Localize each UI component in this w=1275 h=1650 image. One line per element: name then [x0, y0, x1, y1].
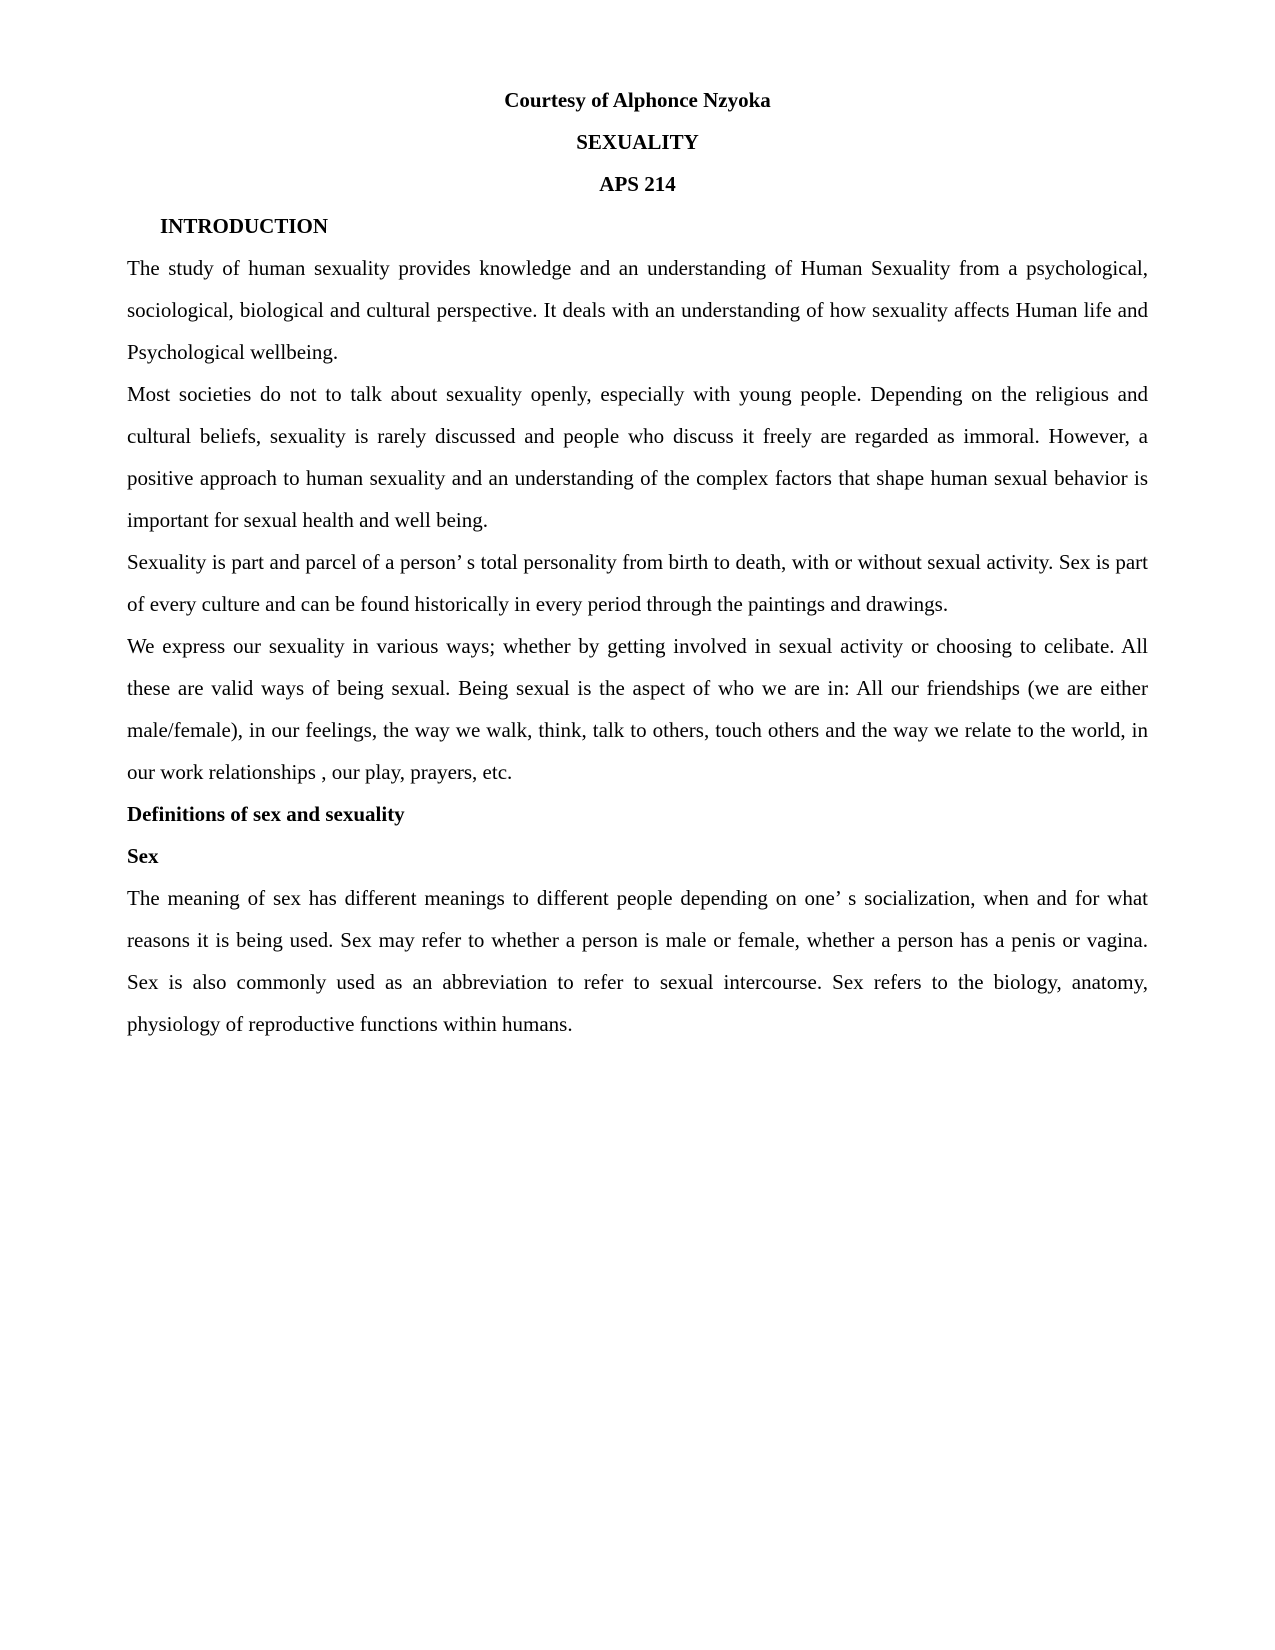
sex-subheading: Sex [127, 844, 159, 868]
definitions-heading: Definitions of sex and sexuality [127, 802, 405, 826]
sex-definition-paragraph: The meaning of sex has different meanings to different people depending on one’ s socialization, when and for what reasons it is being used. Sex may refer to whether a person is male or female, whether a person has a penis or vagina. Sex is also commonly used as an abbreviation to refer to sexual intercourse. Sex refers to the biology, anatomy, physiology of reproductive functions within humans. [127, 886, 1148, 1036]
course-code: APS 214 [599, 172, 676, 196]
intro-paragraph-2: Most societies do not to talk about sexuality openly, especially with young people. Depending on the religious and cultural beliefs, sexuality is rarely discussed and people who discuss it freely are regarded as immoral. However, a positive approach to human sexuality and an understanding of the complex factors that shape human sexual behavior is important for sexual health and well being. [127, 382, 1148, 532]
intro-paragraph-3: Sexuality is part and parcel of a person’ s total personality from birth to death, with or without sexual activity. Sex is part of every culture and can be found historically in every period through the paintings and drawings. [127, 550, 1148, 616]
courtesy-note: Courtesy of Alphonce Nzyoka [504, 88, 771, 112]
intro-paragraph-1: The study of human sexuality provides knowledge and an understanding of Human Sexuality from a psychological, sociological, biological and cultural perspective. It deals with an understanding of how sexuality affects Human life and Psychological wellbeing. [127, 256, 1148, 364]
introduction-heading: INTRODUCTION [160, 214, 329, 238]
document-title: SEXUALITY [576, 130, 699, 154]
intro-paragraph-4: We express our sexuality in various ways; whether by getting involved in sexual activity or choosing to celibate. All these are valid ways of being sexual. Being sexual is the aspect of who we are in: All our friendships (we are either male/female), in our feelings, the way we walk, think, talk to others, touch others and the way we relate to the world, in our work relationships , our play, prayers, etc. [127, 634, 1148, 784]
